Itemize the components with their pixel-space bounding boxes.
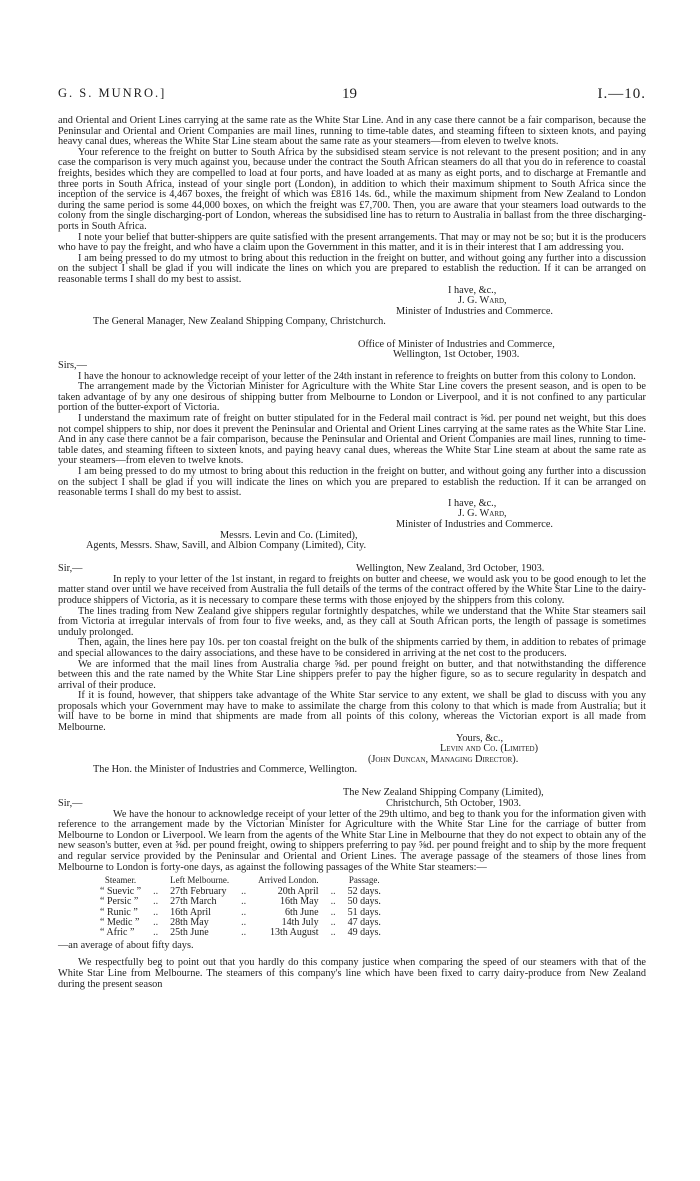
signature-name: Levin and Co. (Limited) (440, 743, 539, 755)
paragraph: I am being pressed to do my utmost to bring about this reduction in the freight on butter, and without going any further into a discussion on the subject I shall be glad if you will indicate the lines on which you are prepared to establish the reduction. If it can be arranged on reasonable terms I shall do my best to assist. (58, 252, 646, 285)
column-header: Left Melbourne. (170, 875, 230, 886)
signature-sub: (John Duncan, Managing Director). (368, 753, 519, 765)
arrived-cell: 6th June (284, 906, 319, 918)
header-author: G. S. MUNRO.] (58, 86, 167, 100)
signature-name: J. G. Ward, (458, 508, 507, 520)
arrived-cell: 16th May (279, 896, 319, 908)
letter-place-date: Wellington, New Zealand, 3rd October, 1903. (356, 562, 545, 574)
paragraph: We have the honour to acknowledge receipt of your letter of the 29th ultimo, and beg to thank you for the information given with reference to the arrangement made by the Victorian Minister for Agriculture with the White Star Line for the carriage of butter from Melbourne to London or Liverpool. We learn from the agents of the White Star Line in Melbourne that they do not expect to obtain any of the new season's butter, even at ⅝d. per pound freight, owing to shippers preferring to pay ⅝d. per pound freight and to ship by the more frequent and regular service provided by the Peninsular and Oriental and Orient Lines. The average passage of the steamers of those lines from Melbourne to London is forty-one days, as against the following passages of the White Star steamers:— (58, 808, 646, 873)
steamer-cell: “ Runic ” (100, 906, 138, 918)
paragraph: We respectfully beg to point out that you hardly do this company justice when comparing the speed of our steamers with that of the White Star Line from Melbourne. The steamers of this company's line which have been fixed to carry dairy-produce from New Zealand during the present season (58, 957, 646, 990)
paragraph: I have the honour to acknowledge receipt of your letter of the 24th instant in reference to freights on butter from this colony to London. (78, 370, 636, 382)
paragraph: In reply to your letter of the 1st instant, in regard to freights on butter and cheese, we would ask you to be good enough to let the matter stand over until we have received from Australia the full details of the terms of the contract offered by the White Star Line to the dairy-produce shippers of Victoria, as it is necessary to compare these terms with those enjoyed by the shippers from this colony. (58, 573, 646, 606)
left-cell: 27th March (170, 896, 217, 908)
signature-name: J. G. Ward, (458, 295, 507, 307)
addressee: The Hon. the Minister of Industries and Commerce, Wellington. (93, 764, 358, 776)
letter-levin-to-minister (58, 564, 646, 776)
closing: I have, &c., (448, 497, 497, 509)
closing: I have, &c., (448, 284, 497, 296)
addressee: Agents, Messrs. Shaw, Savill, and Albion Company (Limited), City. (86, 540, 367, 552)
steamer-cell: “ Medic ” (100, 917, 140, 928)
page-number: 19 (342, 86, 357, 102)
table-row: “ Afric ” .. 25th June .. 13th August .. 49 days. (94, 928, 387, 938)
letter-place: The New Zealand Shipping Company (Limited), (343, 787, 544, 799)
paragraph: Your reference to the freight on butter to South Africa by the subsidised steam service is not relevant to the present position; and in any case the comparison is very much against you, because under the contract the South African steamers do all that you do in reference to coastal freights, besides which they are compelled to load at four ports, and have loaded at as many as eight ports, and to discharge at Fremantle and three ports in South Africa, instead of your single port (London), in addition to which their maximum shipment to South Africa since the inception of the service is 4,467 boxes, the freight of which was £816 14s. 6d., while the maximum shipment from New Zealand to London during the same period is some 44,000 boxes, on which the freight was £7,700. Then, you are aware that your steamers load outwards to the colony from the single discharging-port of London, whereas the subsidised line has to return to Australia in ballast from the three discharging-ports in South Africa. (58, 146, 646, 232)
steamer-cell: “ Persic ” (100, 896, 139, 908)
table-row: “ Persic ” .. 27th March .. 16th May .. 50 days. (94, 897, 387, 907)
letter-heading-line (58, 799, 646, 810)
passage-cell: 49 days. (347, 927, 381, 939)
left-cell: 28th May (170, 917, 209, 928)
letter-ward-to-nz-shipping (58, 116, 646, 328)
table-row: “ Suevic ” .. 27th February .. 20th April .. 52 days. (94, 887, 387, 897)
passage-cell: 51 days. (347, 906, 381, 918)
passage-cell: 47 days. (347, 917, 381, 928)
passage-cell: 52 days. (347, 885, 381, 897)
document-body (58, 116, 646, 990)
arrived-cell: 20th April (277, 885, 319, 897)
document-reference: I.—10. (597, 86, 646, 102)
left-cell: 27th February (170, 885, 227, 897)
steamer-cell: “ Suevic ” (100, 885, 142, 897)
signature-title: Minister of Industries and Commerce. (396, 518, 553, 530)
signature-title: Minister of Industries and Commerce. (396, 305, 553, 317)
paragraph: We are informed that the mail lines from Australia charge ⅝d. per pound freight on butter, and that notwithstanding the difference between this and the rate named by the White Star Line shippers prefer to pay the higher figure, so as to secure regularity in despatch and arrival of their produce. (58, 658, 646, 691)
salutation: Sir,— (58, 562, 83, 574)
closing: Yours, &c., (456, 732, 504, 744)
arrived-cell: 14th July (281, 917, 319, 928)
table-summary: —an average of about fifty days. (58, 939, 194, 951)
letter-place: Office of Minister of Industries and Commerce, (358, 338, 555, 350)
paragraph: The lines trading from New Zealand give shippers regular fortnightly despatches, while we understand that the White Star steamers sail from Victoria at irregular intervals of from four to five weeks, and, as they call at South African ports, the length of passage is sometimes unduly prolonged. (58, 605, 646, 638)
column-header: Arrived London. (258, 875, 319, 886)
addressee: Messrs. Levin and Co. (Limited), (220, 529, 358, 541)
table-row: “ Runic ” .. 16th April .. 6th June .. 51 days. (94, 908, 387, 918)
passages-table (94, 875, 387, 939)
arrived-cell: 13th August (269, 927, 319, 939)
paragraph: The arrangement made by the Victorian Minister for Agriculture with the White Star Line covers the present season, and is open to be taken advantage of by any one desirous of shipping butter from Melbourne to London or Liverpool, and it is not confined to any particular portion of the butter-export of Victoria. (58, 381, 646, 414)
letter-ward-to-levin (58, 340, 646, 552)
letter-heading-line (58, 564, 646, 575)
left-cell: 16th April (170, 906, 211, 918)
steamer-cell: “ Afric ” (100, 927, 135, 939)
paragraph: and Oriental and Orient Lines carrying at the same rate as the White Star Line. And in any case there cannot be a fair comparison, because the Peninsular and Oriental and Orient Companies are mail lines, running to time-table dates, and steaming fifteen to sixteen knots, and paying heavy canal dues, whereas the White Star Line steam about the same rate as your steamers—from eleven to twelve knots. (58, 115, 646, 148)
salutation: Sir,— (58, 797, 83, 809)
paragraph: Then, again, the lines here pay 10s. per ton coastal freight on the bulk of the shipments carried by them, in addition to rebates of primage and special allowances to the dairy associations, and these have to be considered in arriving at the net cost to the producers. (58, 637, 646, 659)
salutation: Sirs,— (58, 360, 87, 372)
left-cell: 25th June (170, 927, 209, 939)
page-header (58, 86, 646, 102)
letter-date: Wellington, 1st October, 1903. (393, 349, 520, 361)
table-row: “ Medic ” .. 28th May .. 14th July .. 47 days. (94, 918, 387, 928)
passage-cell: 50 days. (347, 896, 381, 908)
letter-date: Christchurch, 5th October, 1903. (386, 797, 522, 809)
paragraph: I understand the maximum rate of freight on butter stipulated for in the Federal mail contract is ⅝d. per pound net weight, but this does not compel shippers to ship, nor does it prevent the Peninsular and Oriental and Orient Lines carrying at the same rates as the White Star Line. And in any case there cannot be a fair comparison, because the Peninsular and Oriental and Orient Companies are mail lines, running to time-table dates, and steaming fifteen to sixteen knots, and paying heavy canal dues, whereas the White Star Line steam at about the same rate as your steamers—from eleven to twelve knots. (58, 413, 646, 467)
column-header: Passage. (348, 875, 380, 886)
letter-nz-shipping-to-minister (58, 788, 646, 990)
column-header: Steamer. (104, 875, 137, 886)
paragraph: I note your belief that butter-shippers are quite satisfied with the present arrangements. That may or may not be so; but it is the producers who have to pay the freight, and who have a claim upon the Government in this matter, and it is in their interest that I am addressing you. (58, 231, 646, 254)
paragraph: I am being pressed to do my utmost to bring about this reduction in the freight on butter, and without going any further into a discussion on the subject I shall be glad if you will indicate the lines on which you are prepared to establish the reduction. If it can be arranged on reasonable terms I shall do my best to assist. (58, 466, 646, 499)
addressee: The General Manager, New Zealand Shipping Company, Christchurch. (93, 316, 386, 328)
paragraph: If it is found, however, that shippers take advantage of the White Star service to any extent, we shall be glad to discuss with you any proposals which your Government may have to make to assimilate the charge from this colony to that which is made from Australia; but it will have to be borne in mind that shipments are made from all points of this colony, whereas the Victorian export is all made from Melbourne. (58, 690, 646, 734)
